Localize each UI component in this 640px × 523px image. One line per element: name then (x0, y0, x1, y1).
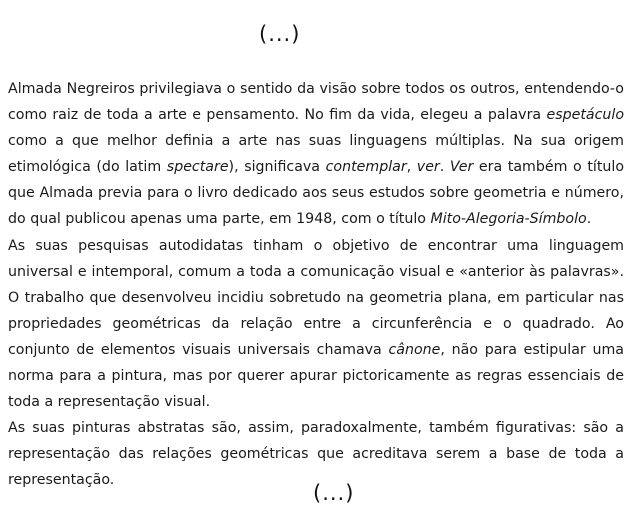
text-span: Almada Negreiros privilegiava o sentido da visão sobre todos os outros, entendendo-o como raiz de toda a arte e pensamento. No fim da vida, elegeu a palavra (8, 81, 624, 124)
article-body (8, 76, 624, 494)
italic-term-ver: ver (416, 159, 440, 176)
italic-term-canone: cânone (388, 341, 441, 358)
text-span: . (586, 211, 592, 228)
text-span: As suas pesquisas autodidatas tinham o objetivo de encontrar uma linguagem universal e intemporal, comum a toda a comunicação visual e «anterior às palavras». O trabalho que desenvolveu incidiu sobretudo na geometria plana, em particular nas propriedades geométricas da relação entre a circunferência e o quadrado. Ao conjunto de elementos visuais universais chamava (8, 237, 624, 358)
text-span: era também o título que Almada previa para o livro dedicado aos seus estudos sobre geometria e número, do qual publicou apenas uma parte, em 1948, com o título (8, 159, 624, 228)
text-span: , não para estipular uma norma para a pintura, mas por querer apurar pictoricamente as regras essenciais de toda a representação visual. (8, 341, 624, 411)
italic-term-contemplar: contemplar (325, 159, 407, 176)
italic-book-title: Mito-Alegoria-Símbolo (430, 211, 587, 228)
text-span: , (406, 159, 417, 176)
paragraph-2 (8, 233, 624, 416)
ellipsis-top: (...) (259, 22, 301, 46)
paragraph-1 (8, 76, 624, 233)
text-span: . (439, 159, 450, 176)
text-span: como a que melhor definia a arte nas suas linguagens múltiplas. Na sua origem etimológica (do latim (8, 133, 624, 176)
italic-term-espetaculo: espetáculo (546, 107, 624, 124)
italic-term-spectare: spectare (166, 159, 229, 176)
italic-term-ver-title: Ver (449, 159, 474, 176)
ellipsis-bottom: (...) (313, 481, 355, 505)
text-span: As suas pinturas abstratas são, assim, paradoxalmente, também figurativas: são a representação das relações geométricas que acreditava serem a base de toda a representação. (8, 420, 624, 489)
text-span: ), significava (228, 159, 326, 176)
